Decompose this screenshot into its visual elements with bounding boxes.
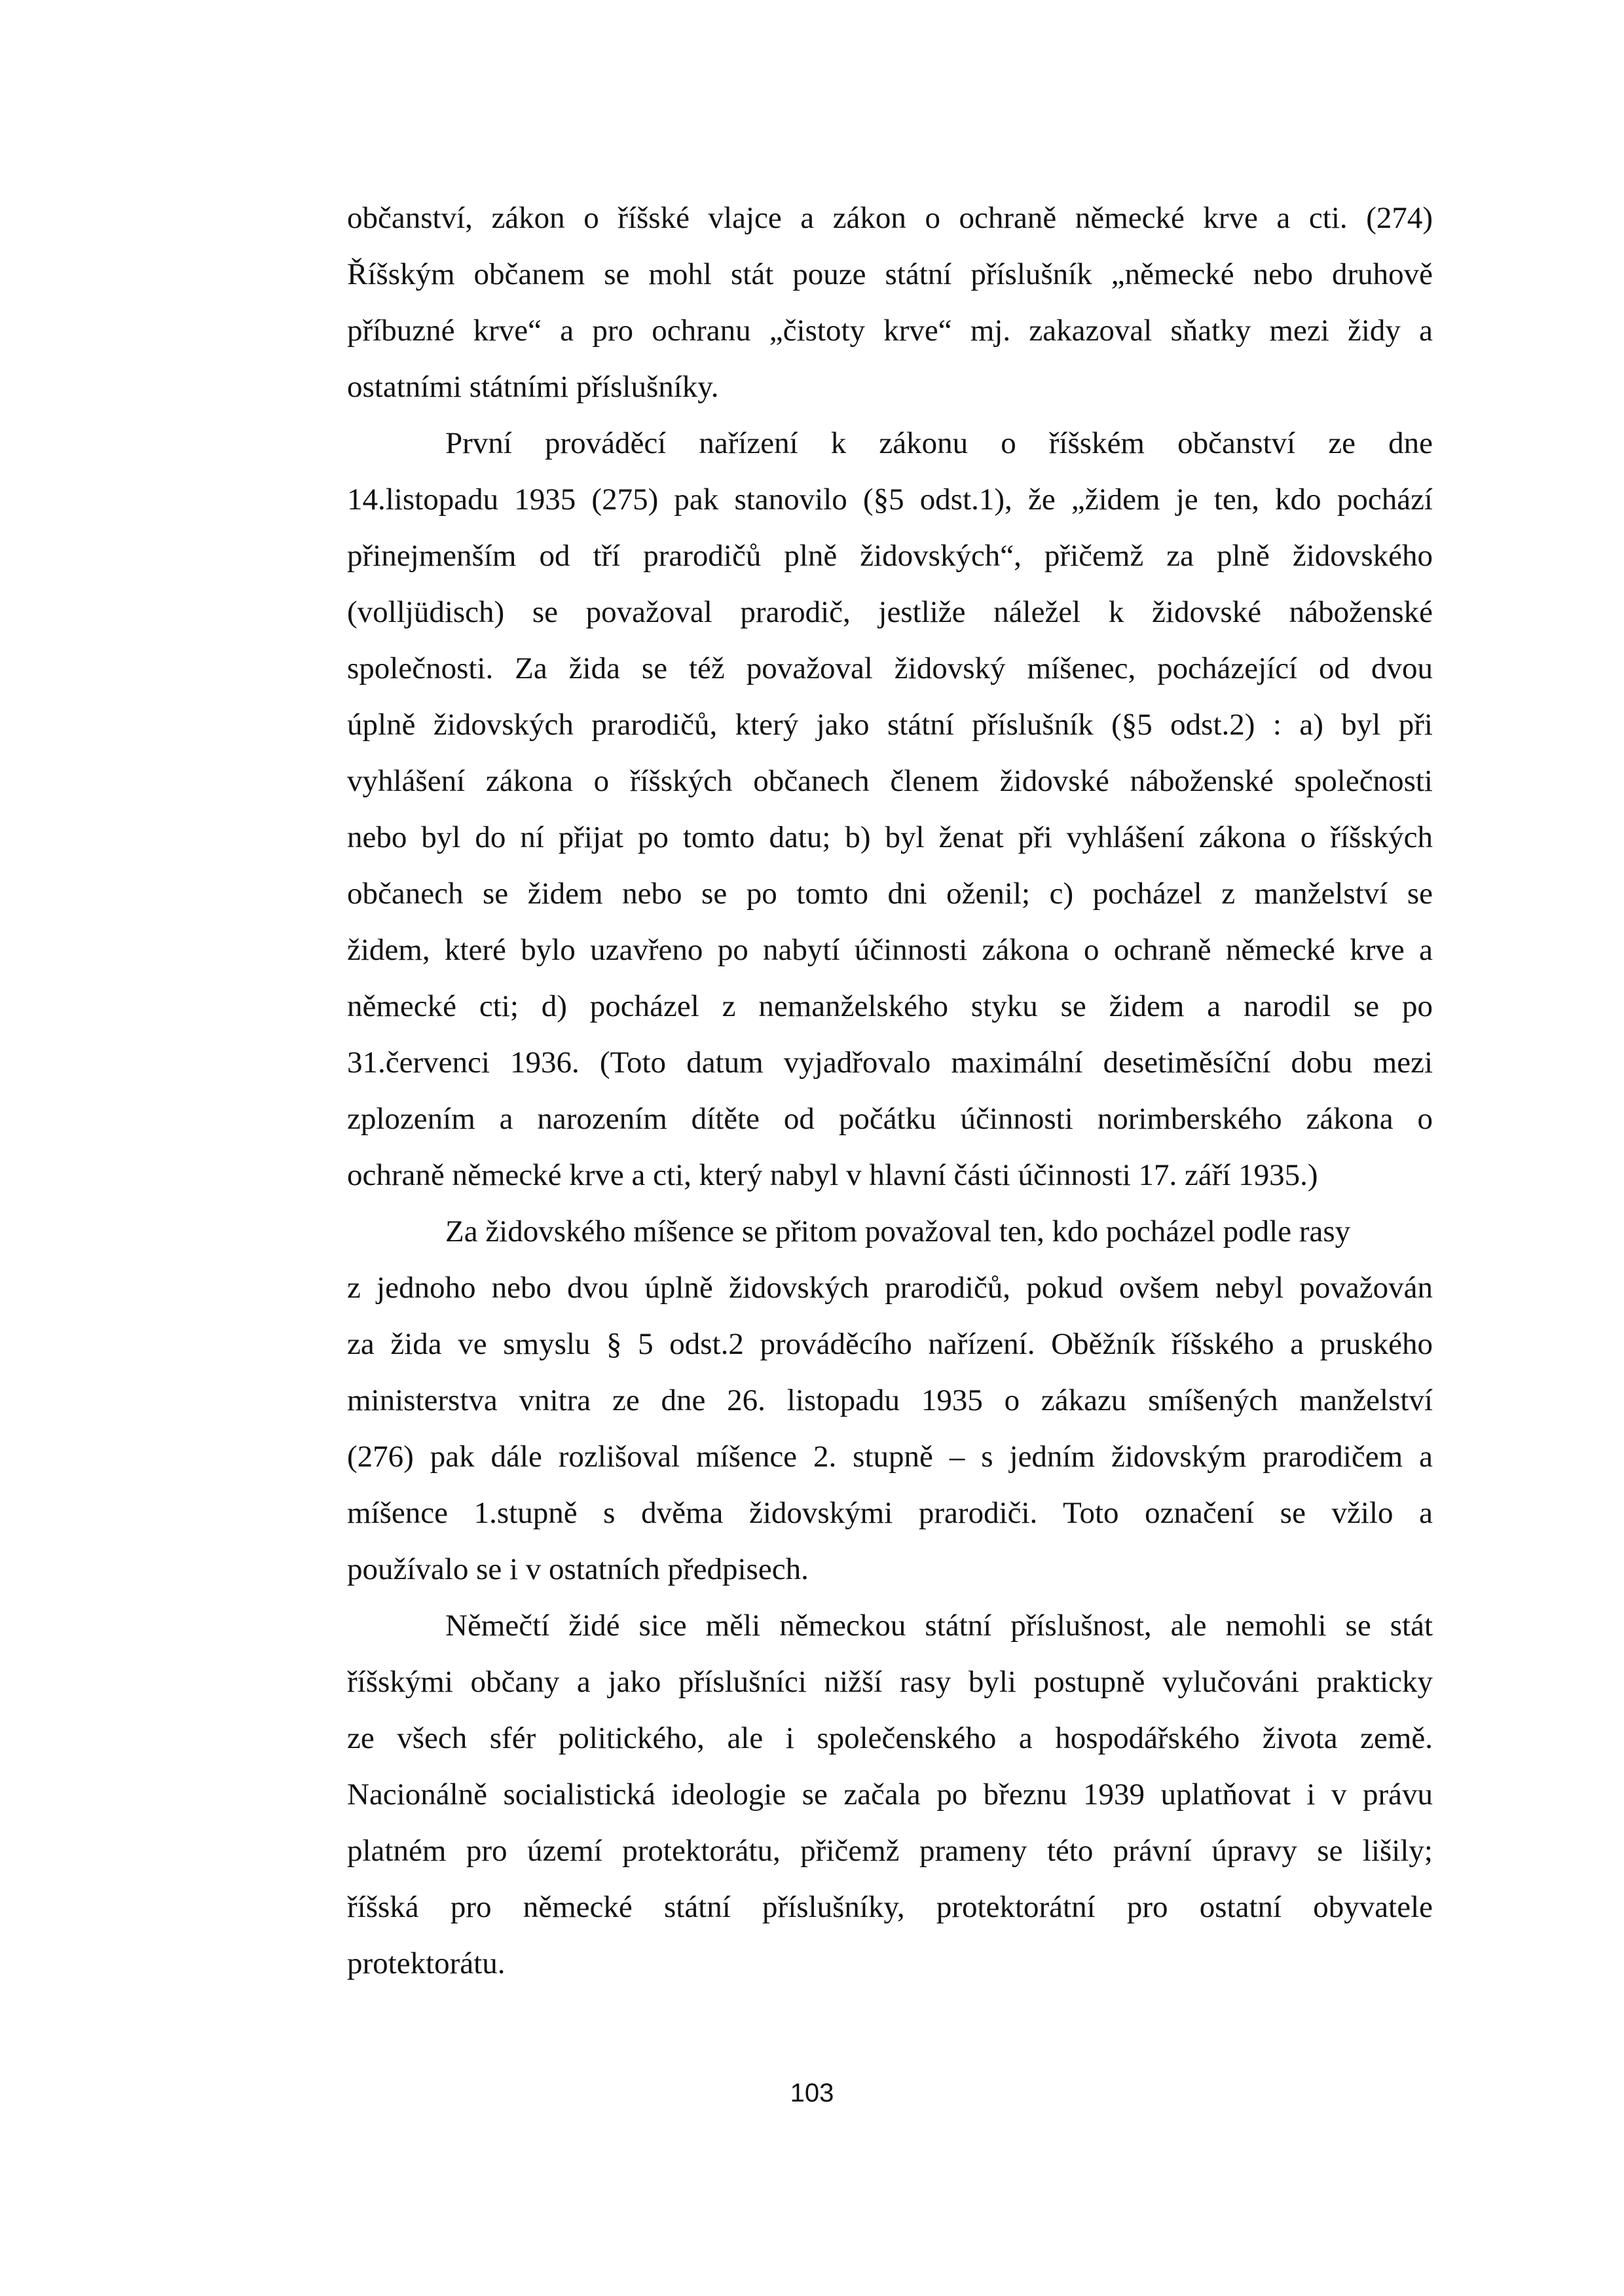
text-line: občanství, zákon o říšské vlajce a zákon o ochraně německé krve a cti. (274) <box>347 201 1433 235</box>
text-line: (276) pak dále rozlišoval míšence 2. stupně – s jedním židovským prarodičem a <box>347 1440 1433 1474</box>
text-line: (volljüdisch) se považoval prarodič, jestliže náležel k židovské náboženské <box>347 595 1433 629</box>
text-line: ministerstva vnitra ze dne 26. listopadu 1935 o zákazu smíšených manželství <box>347 1383 1433 1417</box>
text-line: používalo se i v ostatních předpisech. <box>347 1552 809 1586</box>
text-line: míšence 1.stupně s dvěma židovskými prarodiči. Toto označení se vžilo a <box>347 1496 1433 1530</box>
text-line: přinejmenším od tří prarodičů plně židovských“, přičemž za plně židovského <box>347 539 1433 573</box>
body-text <box>347 190 1433 1992</box>
text-line: ochraně německé krve a cti, který nabyl v hlavní části účinnosti 17. září 1935.) <box>347 1158 1318 1192</box>
text-line: vyhlášení zákona o říšských občanech členem židovské náboženské společnosti <box>347 764 1433 798</box>
text-line: židem, které bylo uzavřeno po nabytí účinnosti zákona o ochraně německé krve a <box>347 933 1433 967</box>
text-line: Nacionálně socialistická ideologie se začala po březnu 1939 uplatňovat i v právu <box>347 1777 1433 1812</box>
text-line: ze všech sfér politického, ale i společenského a hospodářského života země. <box>347 1721 1433 1755</box>
text-line: úplně židovských prarodičů, který jako státní příslušník (§5 odst.2) : a) byl při <box>347 708 1433 742</box>
text-line: Za židovského míšence se přitom považoval ten, kdo pocházel podle rasy <box>445 1214 1351 1248</box>
text-line: Němečtí židé sice měli německou státní příslušnost, ale nemohli se stát <box>445 1609 1433 1643</box>
text-line: německé cti; d) pocházel z nemanželského styku se židem a narodil se po <box>347 989 1433 1023</box>
text-line: platném pro území protektorátu, přičemž prameny této právní úpravy se lišily; <box>347 1834 1433 1868</box>
text-line: občanech se židem nebo se po tomto dni oženil; c) pocházel z manželství se <box>347 877 1433 911</box>
text-line: z jednoho nebo dvou úplně židovských prarodičů, pokud ovšem nebyl považován <box>347 1271 1433 1305</box>
text-line: říšskými občany a jako příslušníci nižší rasy byli postupně vylučováni prakticky <box>347 1665 1433 1699</box>
text-line: společnosti. Za žida se též považoval židovský míšenec, pocházející od dvou <box>347 651 1433 685</box>
text-line: protektorátu. <box>347 1946 506 1980</box>
text-line: nebo byl do ní přijat po tomto datu; b) byl ženat při vyhlášení zákona o říšských <box>347 820 1433 854</box>
text-line: za žida ve smyslu § 5 odst.2 prováděcího nařízení. Oběžník říšského a pruského <box>347 1327 1433 1361</box>
text-line: 14.listopadu 1935 (275) pak stanovilo (§5 odst.1), že „židem je ten, kdo pochází <box>347 483 1433 517</box>
text-line: příbuzné krve“ a pro ochranu „čistoty krve“ mj. zakazoval sňatky mezi židy a <box>347 314 1433 348</box>
text-line: ostatními státními příslušníky. <box>347 370 719 404</box>
page-number: 103 <box>790 2079 834 2107</box>
text-line: říšská pro německé státní příslušníky, protektorátní pro ostatní obyvatele <box>347 1890 1433 1924</box>
text-line: Říšským občanem se mohl stát pouze státní příslušník „německé nebo druhově <box>347 257 1433 291</box>
text-line: První prováděcí nařízení k zákonu o říšském občanství ze dne <box>445 426 1433 460</box>
text-line: zplozením a narozením dítěte od počátku účinnosti norimberského zákona o <box>347 1102 1433 1136</box>
text-line: 31.červenci 1936. (Toto datum vyjadřovalo maximální desetiměsíční dobu mezi <box>347 1046 1433 1080</box>
